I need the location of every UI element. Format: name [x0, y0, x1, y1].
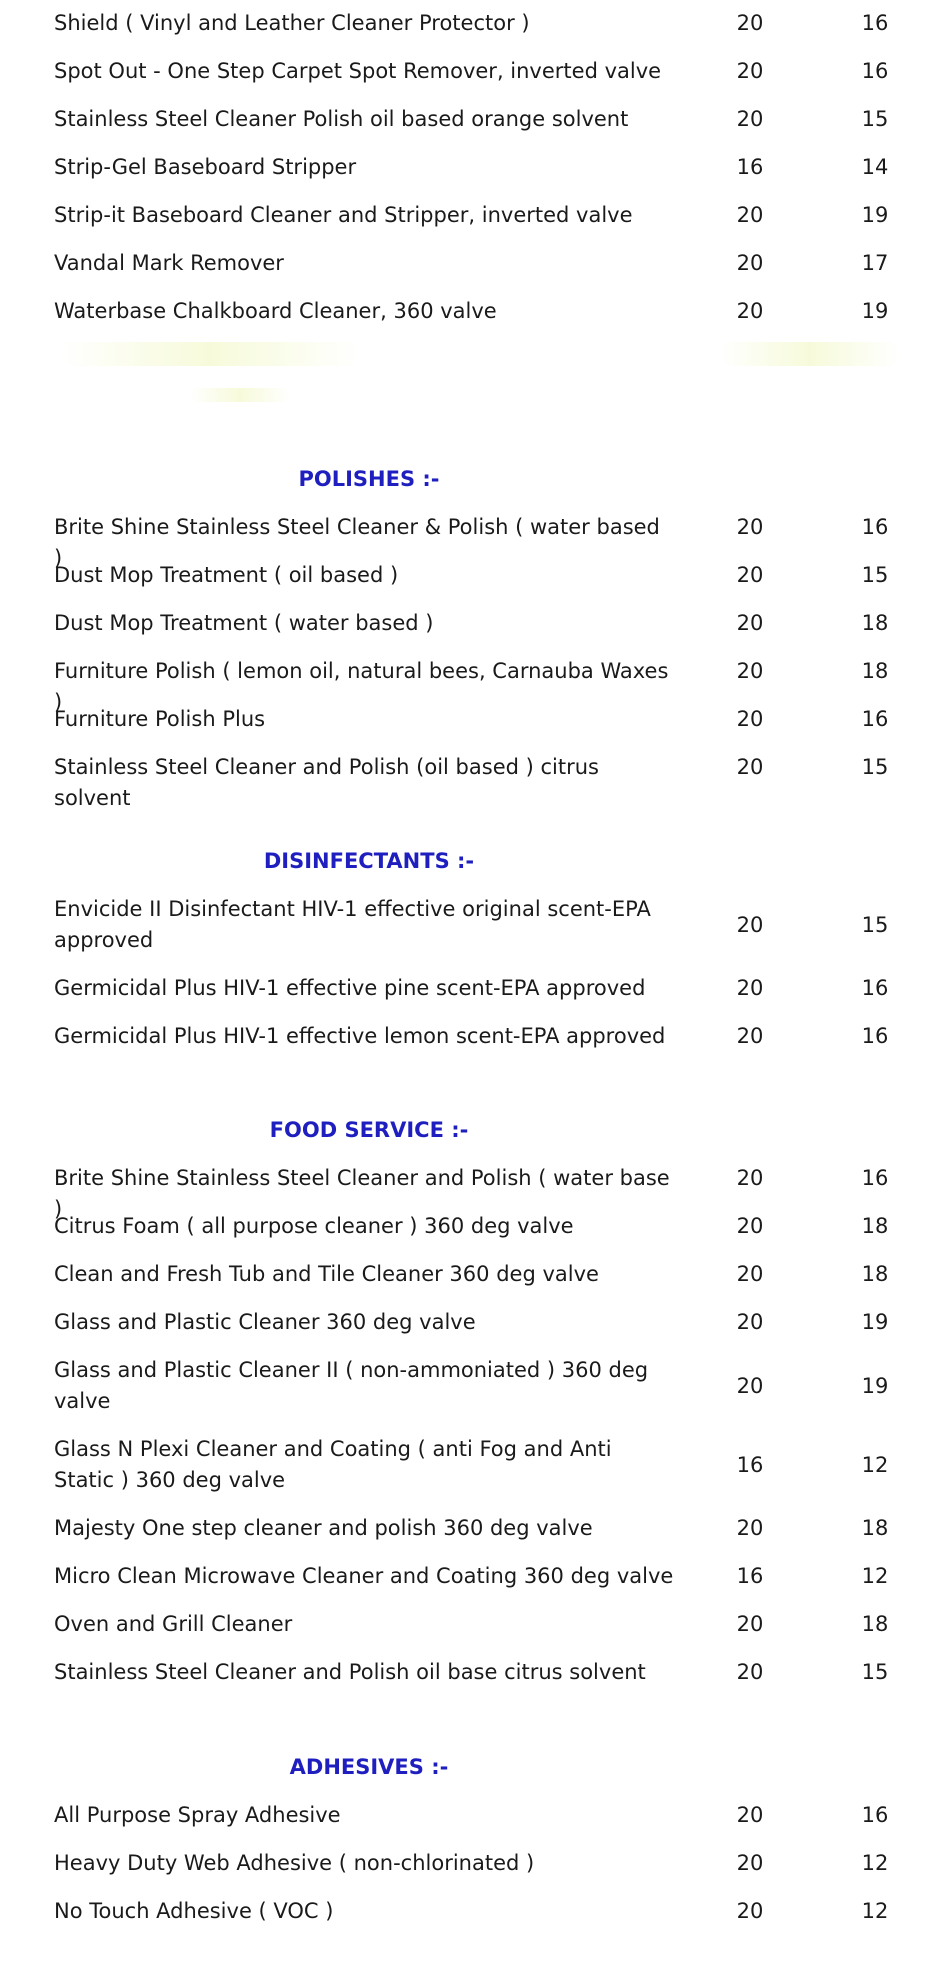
product-value: 16 — [861, 1024, 889, 1048]
list-item — [0, 0, 936, 48]
product-qty: 20 — [736, 976, 764, 1000]
list-item — [0, 973, 936, 1021]
product-value: 15 — [861, 107, 889, 131]
list-item — [0, 1657, 936, 1705]
list-item — [0, 894, 936, 972]
product-name: Waterbase Chalkboard Cleaner, 360 valve — [54, 299, 497, 323]
product-name: Strip-it Baseboard Cleaner and Stripper, inverted valve — [54, 203, 633, 227]
product-name: Citrus Foam ( all purpose cleaner ) 360 deg valve — [54, 1214, 574, 1238]
product-qty: 20 — [736, 203, 764, 227]
product-name: Brite Shine Stainless Steel Cleaner and Polish ( water base ) — [54, 1166, 670, 1221]
product-qty: 20 — [736, 1851, 764, 1875]
product-value: 16 — [861, 1166, 889, 1190]
product-value: 12 — [861, 1453, 889, 1477]
list-item — [0, 1259, 936, 1307]
product-qty: 20 — [736, 913, 764, 937]
product-value: 16 — [861, 11, 889, 35]
product-name: Clean and Fresh Tub and Tile Cleaner 360 deg valve — [54, 1262, 599, 1286]
product-value: 19 — [861, 203, 889, 227]
product-qty: 20 — [736, 11, 764, 35]
product-value: 15 — [861, 1660, 889, 1684]
product-qty: 20 — [736, 1214, 764, 1238]
product-name: Shield ( Vinyl and Leather Cleaner Protector ) — [54, 11, 530, 35]
product-value: 18 — [861, 1262, 889, 1286]
list-item — [0, 1513, 936, 1561]
list-item — [0, 288, 936, 336]
product-qty: 20 — [736, 707, 764, 731]
product-name: Majesty One step cleaner and polish 360 deg valve — [54, 1516, 593, 1540]
list-item — [0, 1163, 936, 1221]
product-qty: 20 — [736, 1310, 764, 1334]
list-item — [0, 512, 936, 570]
product-name: Brite Shine Stainless Steel Cleaner & Polish ( water based ) — [54, 515, 660, 570]
list-item — [0, 1355, 936, 1433]
product-name: Dust Mop Treatment ( water based ) — [54, 611, 434, 635]
product-qty: 20 — [736, 251, 764, 275]
product-value: 16 — [861, 707, 889, 731]
product-value: 12 — [861, 1899, 889, 1923]
product-value: 15 — [861, 563, 889, 587]
list-item — [0, 1434, 936, 1512]
product-value: 16 — [861, 515, 889, 539]
product-value: 15 — [861, 755, 889, 779]
product-name: No Touch Adhesive ( VOC ) — [54, 1899, 334, 1923]
product-name: Germicidal Plus HIV-1 effective lemon scent-EPA approved — [54, 1024, 666, 1048]
product-name: Envicide II Disinfectant HIV-1 effective original scent-EPA approved — [54, 897, 651, 952]
product-qty: 20 — [736, 1262, 764, 1286]
product-value: 19 — [861, 1310, 889, 1334]
list-item — [0, 560, 936, 608]
product-qty: 20 — [736, 1899, 764, 1923]
product-value: 19 — [861, 299, 889, 323]
product-value: 16 — [861, 59, 889, 83]
list-item — [0, 1021, 936, 1069]
product-name: Stainless Steel Cleaner and Polish (oil based ) citrus solvent — [54, 755, 599, 810]
product-qty: 20 — [736, 299, 764, 323]
product-name: Furniture Polish ( lemon oil, natural bees, Carnauba Waxes ) — [54, 659, 669, 714]
product-value: 12 — [861, 1851, 889, 1875]
product-value: 18 — [861, 659, 889, 683]
product-value: 18 — [861, 1214, 889, 1238]
list-item — [0, 656, 936, 714]
product-qty: 16 — [736, 155, 764, 179]
product-value: 16 — [861, 976, 889, 1000]
product-name: Spot Out - One Step Carpet Spot Remover, inverted valve — [54, 59, 662, 83]
list-item — [0, 704, 936, 752]
list-item — [0, 1896, 936, 1944]
product-qty: 16 — [736, 1453, 764, 1477]
product-name: Stainless Steel Cleaner Polish oil based orange solvent — [54, 107, 629, 131]
product-qty: 20 — [736, 515, 764, 539]
product-value: 18 — [861, 611, 889, 635]
list-item — [0, 1848, 936, 1896]
product-name: Furniture Polish Plus — [54, 707, 266, 731]
faded-band-left — [60, 342, 360, 366]
product-value: 15 — [861, 913, 889, 937]
list-item — [0, 240, 936, 288]
list-item — [0, 1800, 936, 1848]
list-item — [0, 608, 936, 656]
product-qty: 20 — [736, 755, 764, 779]
section-title: POLISHES :- — [298, 467, 440, 491]
product-name: Glass N Plexi Cleaner and Coating ( anti Fog and Anti Static ) 360 deg valve — [54, 1437, 612, 1492]
faded-band-right — [720, 342, 900, 366]
product-name: Vandal Mark Remover — [54, 251, 284, 275]
product-name: Glass and Plastic Cleaner 360 deg valve — [54, 1310, 476, 1334]
product-name: Glass and Plastic Cleaner II ( non-ammoniated ) 360 deg valve — [54, 1358, 649, 1413]
product-qty: 20 — [736, 1166, 764, 1190]
product-value: 19 — [861, 1374, 889, 1398]
product-value: 12 — [861, 1564, 889, 1588]
list-item — [0, 752, 936, 810]
product-qty: 20 — [736, 611, 764, 635]
list-item — [0, 144, 936, 192]
product-name: Germicidal Plus HIV-1 effective pine scent-EPA approved — [54, 976, 646, 1000]
product-value: 14 — [861, 155, 889, 179]
product-qty: 20 — [736, 1803, 764, 1827]
product-qty: 20 — [736, 59, 764, 83]
product-name: Strip-Gel Baseboard Stripper — [54, 155, 357, 179]
list-item — [0, 96, 936, 144]
product-qty: 20 — [736, 107, 764, 131]
product-qty: 20 — [736, 1516, 764, 1540]
product-name: Oven and Grill Cleaner — [54, 1612, 293, 1636]
list-item — [0, 192, 936, 240]
section-title: FOOD SERVICE :- — [269, 1118, 469, 1142]
product-value: 18 — [861, 1516, 889, 1540]
product-value: 17 — [861, 251, 889, 275]
product-name: All Purpose Spray Adhesive — [54, 1803, 341, 1827]
product-name: Dust Mop Treatment ( oil based ) — [54, 563, 399, 587]
product-name: Stainless Steel Cleaner and Polish oil base citrus solvent — [54, 1660, 646, 1684]
product-value: 18 — [861, 1612, 889, 1636]
list-item — [0, 1307, 936, 1355]
list-item — [0, 1211, 936, 1259]
product-qty: 20 — [736, 1660, 764, 1684]
product-name: Heavy Duty Web Adhesive ( non-chlorinated ) — [54, 1851, 535, 1875]
product-qty: 20 — [736, 1374, 764, 1398]
product-qty: 20 — [736, 563, 764, 587]
product-name: Micro Clean Microwave Cleaner and Coating 360 deg valve — [54, 1564, 674, 1588]
list-item — [0, 1609, 936, 1657]
product-qty: 16 — [736, 1564, 764, 1588]
list-item — [0, 1561, 936, 1609]
faded-band-lower — [190, 388, 290, 402]
section-title: ADHESIVES :- — [289, 1755, 449, 1779]
product-qty: 20 — [736, 1612, 764, 1636]
section-title: DISINFECTANTS :- — [263, 849, 475, 873]
product-value: 16 — [861, 1803, 889, 1827]
product-qty: 20 — [736, 1024, 764, 1048]
list-item — [0, 48, 936, 96]
product-qty: 20 — [736, 659, 764, 683]
